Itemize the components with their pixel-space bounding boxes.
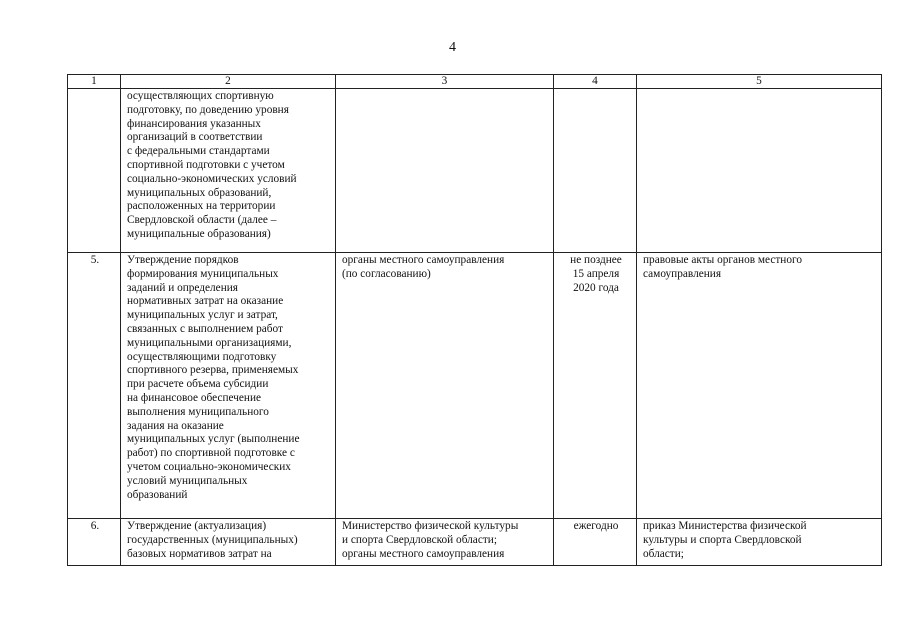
result-cell: правовые акты органов местного самоуправления	[637, 253, 882, 519]
executor-cell: органы местного самоуправления (по согласованию)	[336, 253, 554, 519]
deadline-cell: не позднее 15 апреля 2020 года	[554, 253, 637, 519]
executor-cell: Министерство физической культуры и спорта Свердловской области; органы местного самоуправления	[336, 519, 554, 566]
table-row	[68, 519, 882, 566]
plan-table	[67, 74, 882, 566]
executor-cell	[336, 89, 554, 253]
row-number	[68, 89, 121, 253]
result-cell	[637, 89, 882, 253]
column-header: 2	[121, 75, 336, 89]
table-header-row	[68, 75, 882, 89]
row-number: 6.	[68, 519, 121, 566]
column-header: 4	[554, 75, 637, 89]
table-row	[68, 89, 882, 253]
table-row	[68, 253, 882, 519]
column-header: 5	[637, 75, 882, 89]
action-cell: Утверждение (актуализация) государственных (муниципальных) базовых нормативов затрат на	[121, 519, 336, 566]
action-cell: Утверждение порядков формирования муниципальных заданий и определения нормативных затрат на оказание муниципальных услуг и затрат, связанных с выполнением работ муниципальными организациями, осуществляющими подготовку спортивного резерва, применяемых при расчете объема субсидии на финансовое обеспечение выполнения муниципального задания на оказание муниципальных услуг (выполнение работ) по спортивной подготовке с учетом социально-экономических условий муниципальных образований	[121, 253, 336, 519]
deadline-cell: ежегодно	[554, 519, 637, 566]
column-header: 3	[336, 75, 554, 89]
row-number: 5.	[68, 253, 121, 519]
result-cell: приказ Министерства физической культуры и спорта Свердловской области;	[637, 519, 882, 566]
deadline-cell	[554, 89, 637, 253]
action-cell: осуществляющих спортивную подготовку, по доведению уровня финансирования указанных организаций в соответствии с федеральными стандартами спортивной подготовки с учетом социально-экономических условий муниципальных образований, расположенных на территории Свердловской области (далее – муниципальные образования)	[121, 89, 336, 253]
page-number: 4	[449, 40, 456, 55]
column-header: 1	[68, 75, 121, 89]
